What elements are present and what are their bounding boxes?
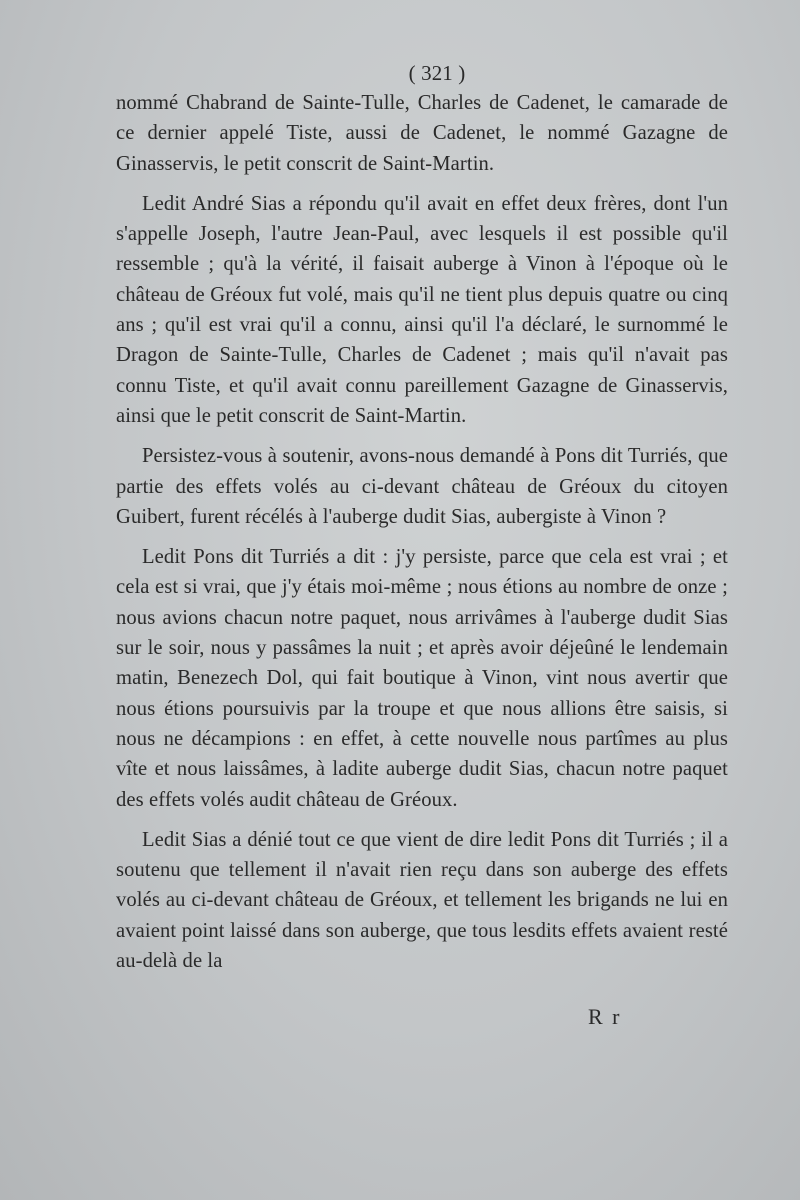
paragraph-1: nommé Chabrand de Sainte-Tulle, Charles de Cadenet, le camarade de ce dernier appelé Tiste, aussi de Cadenet, le nommé Gazagne de Ginasservis, le petit conscrit de Saint-Martin.	[116, 92, 728, 175]
signature-mark: R r	[588, 1004, 622, 1029]
paragraph-2: Ledit André Sias a répondu qu'il avait en effet deux frères, dont l'un s'appelle Joseph, l'autre Jean-Paul, avec lesquels il est possible qu'il ressemble ; qu'à la vérité, il faisait auberge à Vinon à l'époque où le château de Gréoux fut volé, mais qu'il ne tient plus depuis quatre ou cinq ans ; qu'il est vrai qu'il a connu, ainsi qu'il l'a déclaré, le surnommé le Dragon de Sainte-Tulle, Charles de Cadenet ; mais qu'il n'avait pas connu Tiste, et qu'il avait connu pareillement Gazagne de Ginasservis, ainsi que le petit conscrit de Saint-Martin.	[116, 192, 728, 427]
page-number: ( 321 )	[408, 61, 466, 85]
paragraph-3: Persistez-vous à soutenir, avons-nous demandé à Pons dit Turriés, que partie des effets volés au ci-devant château de Gréoux du citoyen Guibert, furent récélés à l'auberge dudit Sias, aubergiste à Vinon ?	[116, 445, 728, 528]
paragraph-4: Ledit Pons dit Turriés a dit : j'y persiste, parce que cela est vrai ; et cela est si vrai, que j'y étais moi-même ; nous étions au nombre de onze ; nous avions chacun notre paquet, nous arrivâmes à l'auberge dudit Sias sur le soir, nous y passâmes la nuit ; et après avoir déjeûné le lendemain matin, Benezech Dol, qui fait boutique à Vinon, vint nous avertir que nous étions poursuivis par la troupe et que nous allions être saisis, si nous ne décampions : en effet, à cette nouvelle nous partîmes au plus vîte et nous laissâmes, à ladite auberge dudit Sias, chacun notre paquet des effets volés audit château de Gréoux.	[116, 546, 728, 811]
paragraph-5: Ledit Sias a dénié tout ce que vient de dire ledit Pons dit Turriés ; il a soutenu que tellement il n'avait rien reçu dans son auberge des effets volés au ci-devant château de Gréoux, et tellement les brigands ne lui en avaient point laissé dans son auberge, que tous lesdits effets avaient resté au-delà de la	[116, 828, 728, 973]
page-text-block	[116, 58, 728, 976]
